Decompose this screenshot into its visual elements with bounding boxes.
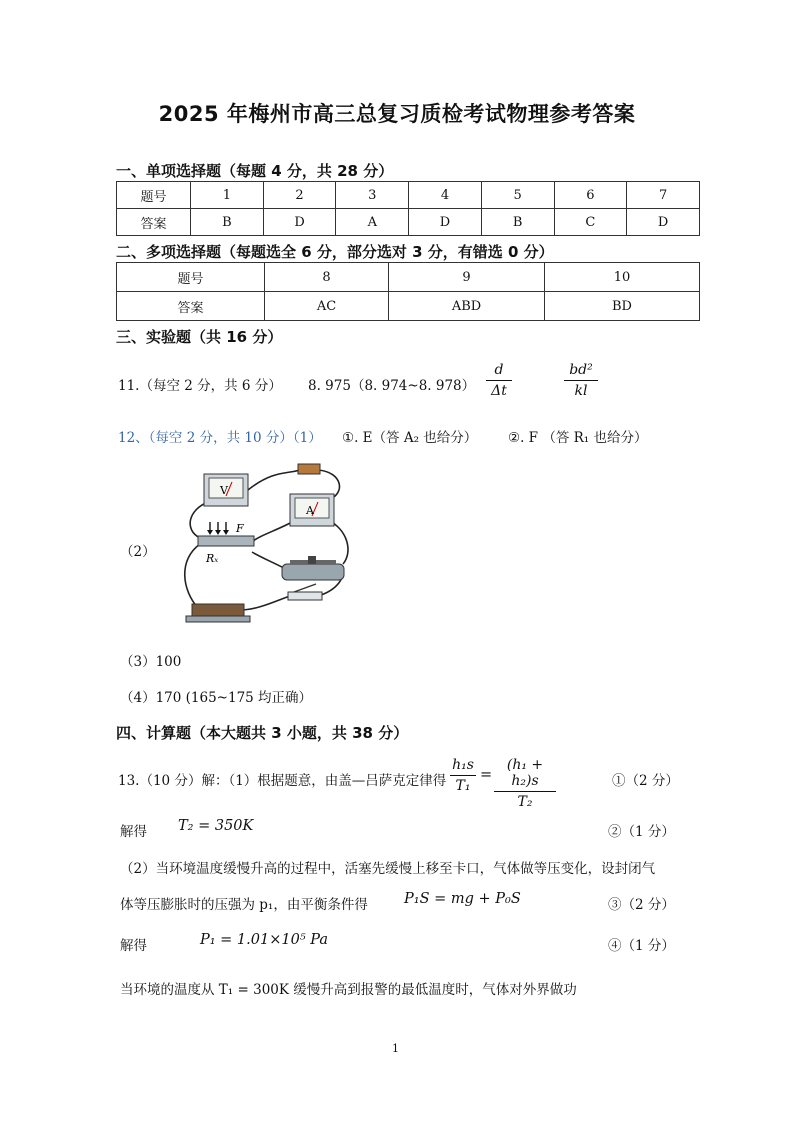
resistor-rx [198,522,254,565]
score-1: ①（2 分） [612,773,679,789]
row-label: 题号 [117,263,265,292]
fraction-denominator: kl [574,383,588,399]
part2-text-line2: 体等压膨胀时的压强为 p₁，由平衡条件得 [120,897,368,913]
q12-label: 12、（每空 2 分，共 10 分）（1） [118,430,322,446]
table-row [117,292,700,321]
part2-text-line1: （2）当环境温度缓慢升高的过程中，活塞先缓慢上移至卡口，气体做等压变化，设封闭气 [120,861,656,877]
q13-last-line: 当环境的温度从 T₁ = 300K 缓慢升高到报警的最低温度时，气体对外界做功 [120,982,577,998]
row-label: 答案 [117,209,191,236]
answer-cell: ABD [389,292,545,321]
answer-cell: A [336,209,409,236]
result-2: P₁ = 1.01×10⁵ Pa [200,932,328,948]
score-2: ②（1 分） [608,824,675,840]
q11-answer-1: 8. 975（8. 974~8. 978） [308,378,476,394]
question-number: 6 [554,182,627,209]
result-1: T₂ = 350K [178,818,254,834]
q13-intro: 13.（10 分）解：（1）根据题意，由盖—吕萨克定律得 [118,773,447,789]
table-row [117,182,700,209]
table-row [117,209,700,236]
page-number: 1 [392,1042,399,1055]
score-3: ③（2 分） [608,897,675,913]
section-3-heading: 三、实验题（共 16 分） [116,328,283,346]
fraction-denominator: T₂ [517,794,533,810]
voltmeter [204,474,248,506]
table-row [117,263,700,292]
multiple-choice-table [116,262,700,321]
q12-answer-2: ②. F （答 R₁ 也给分） [508,430,648,446]
single-choice-table [116,181,700,236]
voltmeter-label: V [220,484,228,497]
q13-eq1-left-fraction [450,757,476,794]
question-number: 3 [336,182,409,209]
answer-cell: B [481,209,554,236]
page-title: 2025 年梅州市高三总复习质检考试物理参考答案 [158,102,636,126]
fraction-numerator: (h₁ + h₂)s [494,757,556,792]
q11-fraction-2 [564,362,598,399]
question-number: 8 [265,263,389,292]
fraction-numerator: h₁s [450,757,476,776]
switch-icon [288,584,322,600]
fraction-denominator: T₁ [455,778,471,794]
question-number: 9 [389,263,545,292]
section-2-heading: 二、多项选择题（每题选全 6 分，部分选对 3 分，有错选 0 分） [116,243,554,261]
top-resistor-icon [298,464,320,474]
fraction-numerator: d [486,362,512,381]
resistor-label: Rₓ [206,552,219,565]
circuit-diagram [178,460,368,628]
q11-label: 11.（每空 2 分，共 6 分） [118,378,282,394]
equation-2: P₁S = mg + P₀S [404,891,521,907]
section-4-heading: 四、计算题（本大题共 3 小题，共 38 分） [116,724,409,742]
score-4: ④（1 分） [608,938,675,954]
fraction-denominator: Δt [491,383,507,399]
rheostat [282,556,344,580]
fraction-numerator: bd² [564,362,598,381]
switch-label: F [236,522,244,535]
ammeter [290,494,334,526]
answer-cell: BD [545,292,700,321]
row-label: 题号 [117,182,191,209]
question-number: 10 [545,263,700,292]
answer-cell: D [263,209,336,236]
q13-eq1-right-fraction [494,757,556,810]
question-number: 5 [481,182,554,209]
ammeter-label: A [306,504,314,517]
answer-cell: B [191,209,264,236]
q11-fraction-1 [486,362,512,399]
answer-cell: D [627,209,700,236]
question-number: 2 [263,182,336,209]
question-number: 4 [409,182,482,209]
question-number: 7 [627,182,700,209]
answer-cell: D [409,209,482,236]
q12-part4: （4）170 (165~175 均正确） [120,690,313,706]
section-1-heading: 一、单项选择题（每题 4 分，共 28 分） [116,162,394,180]
solve-label-1: 解得 [120,824,147,840]
solve-label-2: 解得 [120,938,147,954]
equals-sign: = [480,767,493,783]
answer-cell: C [554,209,627,236]
q12-part2-label: （2） [120,544,156,560]
row-label: 答案 [117,292,265,321]
answer-cell: AC [265,292,389,321]
q12-answer-1: ①. E（答 A₂ 也给分） [342,430,478,446]
question-number: 1 [191,182,264,209]
battery-icon [186,604,250,622]
q12-part3: （3）100 [120,654,182,670]
